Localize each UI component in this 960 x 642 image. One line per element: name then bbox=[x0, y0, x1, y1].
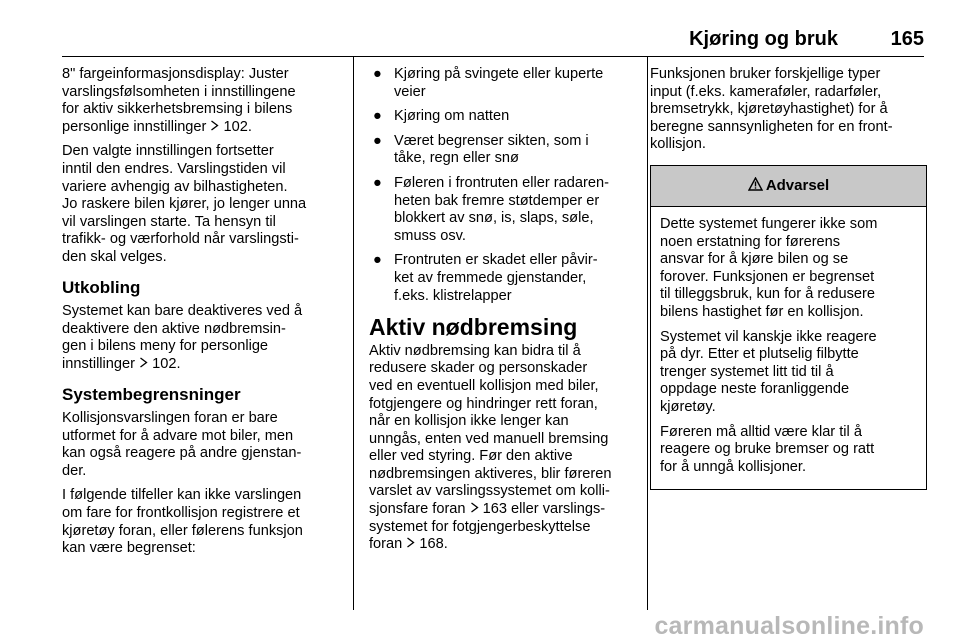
column-divider-1 bbox=[353, 57, 354, 610]
bullet-icon: ● bbox=[373, 108, 382, 125]
watermark: carmanualsonline.info bbox=[654, 612, 924, 640]
paragraph-text: Aktiv nødbremsing kan bidra til å redusere skader og personskader ved en eventuell kollisjon med biler, fotgjengere og hindringer rett foran, når en kollisjon ikke lenger kan unngås, enten ved manuell bremsing eller ved styring. Før den aktive nødbremsingen aktiveres, blir føreren varslet av varslingssystemet om kolli- sjonsfare foran bbox=[369, 342, 612, 518]
paragraph-limitations-intro: I følgende tilfeller kan ikke varslingen om fare for frontkollisjon registrere et kjøretøy foran, eller følerens funksjon kan være begrenset: bbox=[62, 487, 303, 557]
warning-paragraph: Dette systemet fungerer ikke som noen erstatning for førerens ansvar for å kjøre bilen og se forover. Funksjonen er begrenset til tilleggsbruk, kun for å redusere bilens hastighet før en kollisjon. bbox=[660, 215, 878, 320]
section-title: Kjøring og bruk bbox=[689, 28, 838, 50]
page-header bbox=[62, 28, 924, 54]
list-item-text: Været begrenser sikten, som i tåke, regn eller snø bbox=[394, 132, 589, 167]
page-reference-link[interactable]: 168. bbox=[419, 536, 448, 553]
heading-systembegrensninger: Systembegrensninger bbox=[62, 384, 241, 404]
list-item-text: Føleren i frontruten eller radaren- heten bak fremre støtdemper er blokkert av snø, is, slaps, søle, smuss osv. bbox=[394, 174, 609, 244]
bullet-icon: ● bbox=[373, 132, 382, 149]
limitations-list bbox=[369, 66, 637, 305]
page-reference-link[interactable]: 102. bbox=[223, 118, 252, 135]
warning-box bbox=[650, 165, 927, 490]
paragraph-deactivation bbox=[62, 303, 344, 373]
list-item bbox=[369, 252, 637, 305]
paragraph-text: Systemet kan bare deaktiveres ved å deaktivere den aktive nødbremsin- gen i bilens meny for personlige innstillinger bbox=[62, 303, 303, 372]
page-reference-arrow-icon[interactable] bbox=[139, 356, 148, 374]
page-reference-link[interactable]: 163 eller varslings- systemet for fotgjengerbeskyttelse foran bbox=[369, 501, 606, 553]
warning-paragraph: Føreren må alltid være klar til å reagere og bruke bremser og ratt for å unngå kollisjoner. bbox=[660, 423, 875, 475]
warning-title: Advarsel bbox=[765, 177, 830, 195]
bullet-icon: ● bbox=[373, 252, 382, 269]
column-2 bbox=[369, 66, 637, 561]
page-reference-link[interactable]: 102. bbox=[152, 355, 181, 372]
column-3 bbox=[650, 66, 930, 490]
page-reference-arrow-icon[interactable] bbox=[406, 536, 415, 554]
header-rule bbox=[62, 56, 924, 57]
paragraph-collision-warning-scope: Kollisjonsvarslingen foran er bare utformet for å advare mot biler, men kan også reagere på andre gjenstan- der. bbox=[62, 410, 302, 479]
paragraph-active-emergency-braking bbox=[369, 343, 637, 554]
list-item bbox=[369, 175, 637, 245]
warning-header bbox=[651, 166, 926, 207]
list-item-text: Kjøring om natten bbox=[394, 108, 510, 125]
warning-body bbox=[651, 207, 926, 489]
list-item-text: Kjøring på svingete eller kuperte veier bbox=[394, 66, 604, 100]
paragraph-warning-time: Den valgte innstillingen fortsetter inntil den endres. Varslingstiden vil variere avhengig av bilhastigheten. Jo raskere bilen kjører, jo lenger unna vil varslingen starte. Ta hensyn til trafikk- og værforhold når varslingsti- den skal velges. bbox=[62, 143, 307, 265]
paragraph-text: 8" fargeinformasjonsdisplay: Juster varslingsfølsomheten i innstillingene for aktiv sikkerhetsbremsing i bilens personlige innstillinger bbox=[62, 66, 296, 135]
paragraph-display-settings bbox=[62, 66, 344, 136]
page-reference-arrow-icon[interactable] bbox=[210, 119, 219, 137]
page-number: 165 bbox=[890, 28, 924, 50]
heading-utkobling: Utkobling bbox=[62, 277, 141, 297]
warning-paragraph: Systemet vil kanskje ikke reagere på dyr. Etter et plutselig filbytte trenger systemet litt tid til å oppdage neste foranliggende kjøretøy. bbox=[660, 328, 877, 415]
warning-triangle-icon bbox=[748, 177, 763, 196]
bullet-icon: ● bbox=[373, 174, 382, 191]
heading-aktiv-nodbremsing: Aktiv nødbremsing bbox=[369, 314, 578, 341]
list-item bbox=[369, 108, 637, 126]
list-item bbox=[369, 133, 637, 168]
bullet-icon: ● bbox=[373, 66, 382, 82]
page-reference-arrow-icon[interactable] bbox=[470, 501, 479, 519]
list-item bbox=[369, 66, 637, 101]
column-1 bbox=[62, 66, 344, 565]
column-divider-2 bbox=[647, 57, 648, 610]
paragraph-inputs: Funksjonen bruker forskjellige typer input (f.eks. kameraføler, radarføler, bremsetrykk, kjøretøyhastighet) for å beregne sannsynligheten for en front- kollisjon. bbox=[650, 66, 893, 153]
list-item-text: Frontruten er skadet eller påvir- ket av fremmede gjenstander, f.eks. klistrelapper bbox=[394, 252, 598, 304]
